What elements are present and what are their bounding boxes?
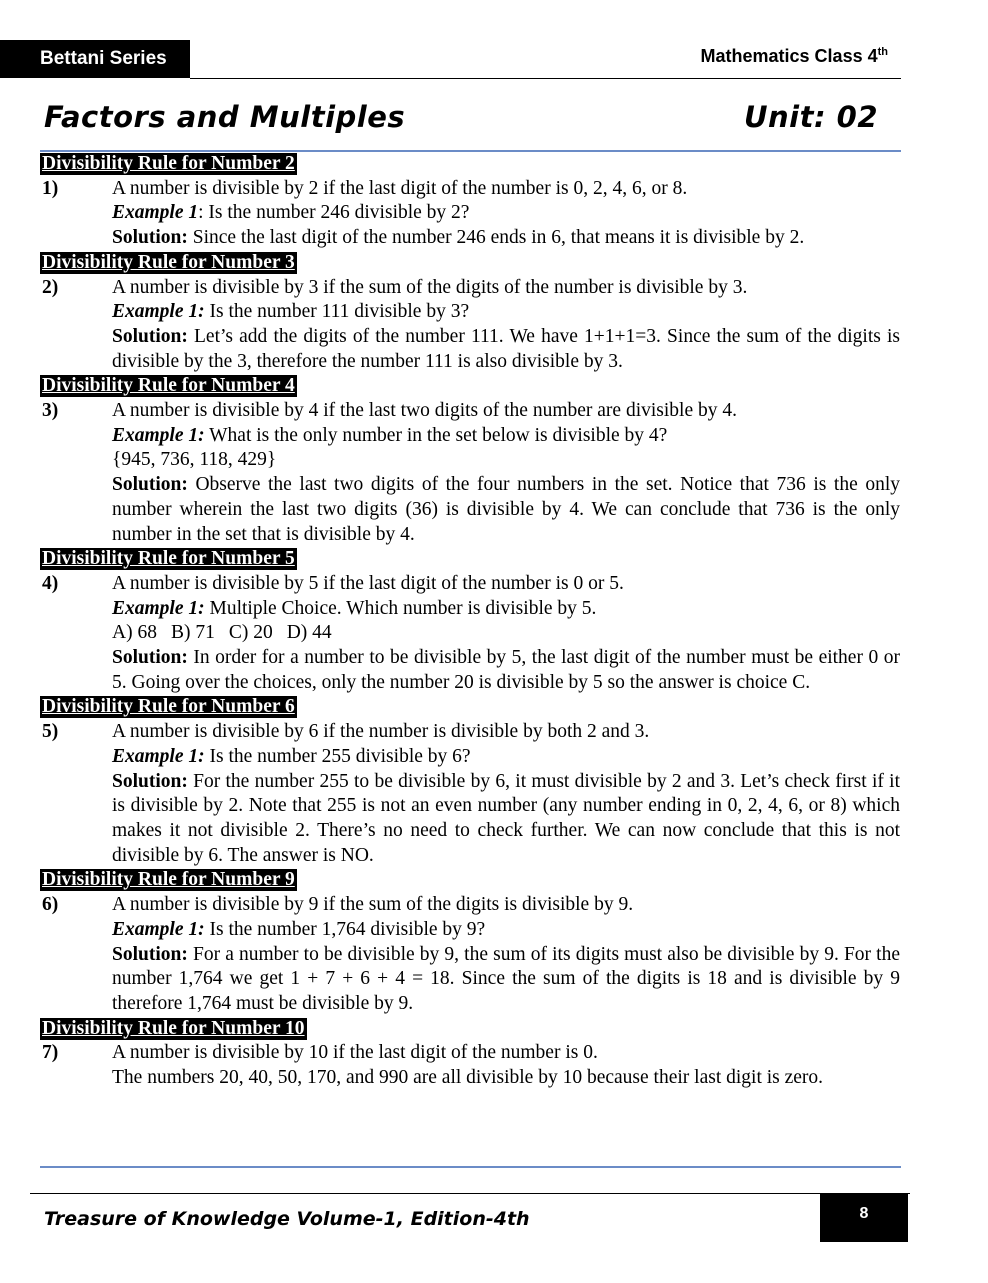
section-rule-9 — [40, 868, 900, 1016]
rule-item — [40, 177, 900, 251]
rule-item — [40, 720, 900, 868]
extra-text: The numbers 20, 40, 50, 170, and 990 are all divisible by 10 because their last digit is zero. — [112, 1067, 824, 1089]
solution-line — [112, 325, 900, 374]
example-line — [112, 597, 900, 622]
section-rule-4 — [40, 374, 900, 547]
rule-text: A number is divisible by 10 if the last digit of the number is 0. — [112, 1042, 598, 1064]
example-text: : Is the number 246 divisible by 2? — [198, 202, 470, 224]
example-label: Example 1: — [112, 745, 205, 767]
example-label: Example 1: — [112, 301, 205, 323]
solution-text: Since the last digit of the number 246 ends in 6, that means it is divisible by 2. — [187, 227, 805, 249]
section-rule-10 — [40, 1017, 900, 1091]
example-line — [112, 424, 900, 449]
choice-a: A) 68 — [112, 622, 157, 644]
example-line — [112, 745, 900, 770]
example-text: Is the number 111 divisible by 3? — [204, 301, 470, 323]
subject-sup: th — [877, 46, 888, 58]
rule-item — [40, 572, 900, 696]
section-rule-6 — [40, 695, 900, 868]
rule-text: A number is divisible by 4 if the last two digits of the number are divisible by 4. — [112, 400, 737, 422]
rule-text: A number is divisible by 5 if the last digit of the number is 0 or 5. — [112, 572, 624, 594]
item-number: 7) — [42, 1042, 59, 1064]
section-heading: Divisibility Rule for Number 2 — [42, 153, 295, 174]
section-heading: Divisibility Rule for Number 10 — [42, 1017, 305, 1039]
section-heading: Divisibility Rule for Number 6 — [42, 696, 295, 718]
example-line — [112, 201, 900, 226]
section-heading: Divisibility Rule for Number 4 — [42, 375, 295, 397]
solution-text: In order for a number to be divisible by 5, the last digit of the number must be either 0 or 5. Going over the choices, only the number 20 is divisible by 5 so the answer is choice C. — [112, 647, 900, 693]
example-text: Is the number 1,764 divisible by 9? — [204, 918, 486, 940]
content — [40, 152, 900, 1091]
rule-text: A number is divisible by 2 if the last digit of the number is 0, 2, 4, 6, or 8. — [112, 177, 688, 199]
solution-text: For the number 255 to be divisible by 6, it must divisible by 2 and 3. Let’s check first if it is divisible by 2. Note that 255 is not an even number (any number ending in 0, 2, 4, 6, or 8) which makes it not divisible 2. There’s no need to check further. We can now conclude that this is not divisible by 6. The answer is NO. — [112, 770, 900, 866]
subject-text: Mathematics Class 4 — [700, 46, 878, 66]
example-label: Example 1: — [112, 918, 205, 940]
choice-b: B) 71 — [170, 622, 215, 644]
solution-line — [112, 770, 900, 869]
solution-line — [112, 646, 900, 695]
example-label: Example 1: — [112, 597, 205, 619]
solution-line — [112, 943, 900, 1017]
subject-label — [701, 46, 888, 67]
rule-text: A number is divisible by 3 if the sum of the digits of the number is divisible by 3. — [112, 276, 748, 298]
example-line — [112, 918, 900, 943]
item-number: 1) — [42, 177, 59, 199]
choices-line — [112, 621, 900, 646]
rule-item — [40, 399, 900, 547]
rule-item — [40, 893, 900, 1017]
number-set: {945, 736, 118, 429} — [112, 449, 277, 471]
solution-label: Solution: — [112, 770, 188, 792]
section-rule-3 — [40, 251, 900, 375]
example-text: Is the number 255 divisible by 6? — [204, 745, 471, 767]
solution-label: Solution: — [112, 227, 188, 249]
page-number: 8 — [820, 1194, 908, 1242]
solution-text: Let’s add the digits of the number 111. We have 1+1+1=3. Since the sum of the digits is divisible by the 3, therefore the number 111 is also divisible by 3. — [112, 325, 900, 372]
book-title: Treasure of Knowledge Volume-1, Edition-4th — [44, 1208, 530, 1230]
solution-label: Solution: — [112, 474, 188, 496]
item-number: 4) — [42, 572, 59, 594]
solution-line — [112, 473, 900, 547]
footer-rule-blue — [40, 1166, 901, 1168]
example-text: Multiple Choice. Which number is divisible by 5. — [204, 597, 597, 619]
footer-rule — [30, 1193, 910, 1194]
solution-label: Solution: — [112, 943, 188, 965]
item-number: 5) — [42, 721, 59, 743]
section-rule-5 — [40, 547, 900, 695]
solution-text: For a number to be divisible by 9, the sum of its digits must also be divisible by 9. For the number 1,764 we get 1 + 7 + 6 + 4 = 18. Since the sum of the digits is 18 and is divisible by 9 therefore 1,764 must be divisible by 9. — [112, 943, 900, 1014]
rule-text: A number is divisible by 9 if the sum of the digits is divisible by 9. — [112, 894, 634, 916]
unit-title: Unit: 02 — [743, 100, 878, 134]
choice-d: D) 44 — [286, 622, 332, 644]
rule-item — [40, 1041, 900, 1090]
choice-c: C) 20 — [228, 622, 273, 644]
example-label: Example 1 — [112, 202, 199, 224]
section-heading: Divisibility Rule for Number 9 — [42, 869, 295, 891]
rule-text: A number is divisible by 6 if the number is divisible by both 2 and 3. — [112, 721, 650, 743]
example-text: What is the only number in the set below is divisible by 4? — [204, 424, 668, 446]
section-rule-2 — [40, 152, 900, 251]
solution-label: Solution: — [112, 325, 188, 347]
item-number: 2) — [42, 276, 59, 298]
chapter-title: Factors and Multiples — [44, 100, 406, 134]
section-heading: Divisibility Rule for Number 3 — [42, 251, 295, 273]
section-heading: Divisibility Rule for Number 5 — [42, 548, 295, 570]
item-number: 6) — [42, 894, 59, 916]
solution-label: Solution: — [112, 647, 188, 669]
header-rule — [190, 78, 901, 79]
solution-text: Observe the last two digits of the four numbers in the set. Notice that 736 is the only number wherein the last two digits (36) is divisible by 4. We can conclude that 736 is the only number in the set that is divisible by 4. — [112, 474, 900, 545]
solution-line — [112, 226, 900, 251]
example-line — [112, 300, 900, 325]
example-label: Example 1: — [112, 424, 205, 446]
series-label: Bettani Series — [0, 40, 190, 78]
item-number: 3) — [42, 400, 59, 422]
rule-item — [40, 276, 900, 375]
